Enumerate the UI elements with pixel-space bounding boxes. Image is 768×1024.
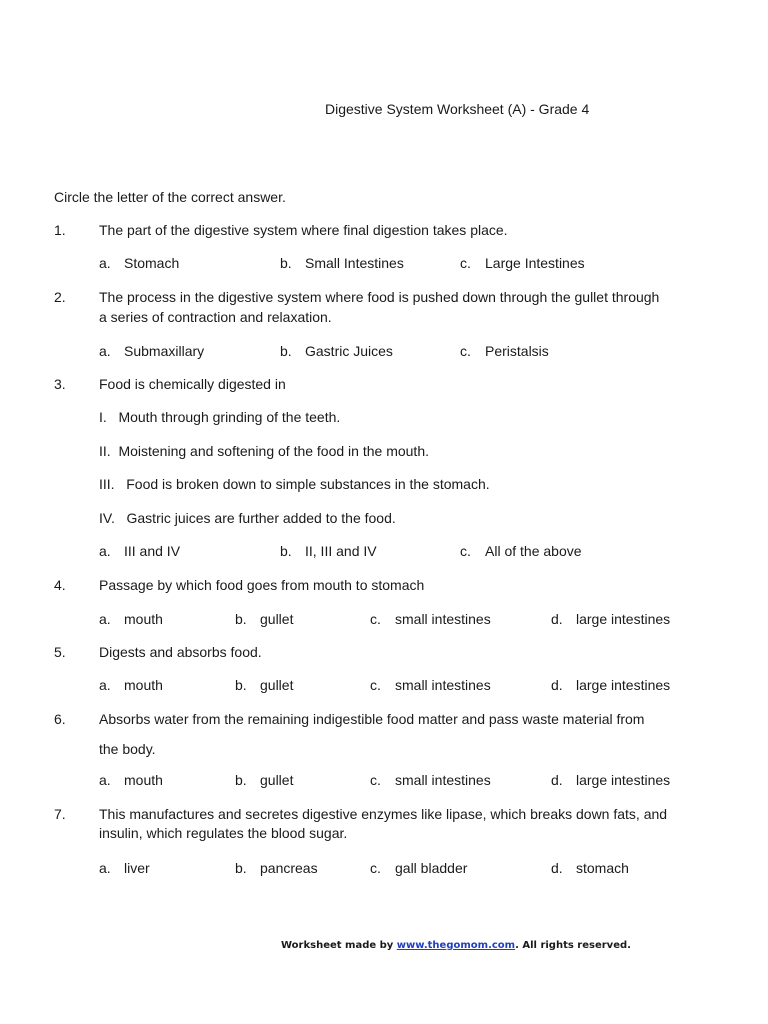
option-text: mouth xyxy=(124,611,163,627)
question-2-text-line-1: The process in the digestive system where food is pushed down through the gullet through xyxy=(99,289,660,305)
option-letter: d. xyxy=(551,860,563,876)
option-letter: b. xyxy=(280,543,292,559)
option-text: Submaxillary xyxy=(124,343,205,359)
option-text: large intestines xyxy=(576,611,671,627)
question-5-option-b[interactable] xyxy=(235,677,293,693)
footer-credit xyxy=(281,940,631,951)
option-text: pancreas xyxy=(260,860,318,876)
option-letter: a. xyxy=(99,772,111,788)
question-2-option-c[interactable] xyxy=(460,343,549,359)
option-text: gullet xyxy=(260,611,294,627)
option-text: Small Intestines xyxy=(305,255,404,271)
question-3-statement-3: III. Food is broken down to simple substances in the stomach. xyxy=(99,476,490,492)
question-7-text-line-2: insulin, which regulates the blood sugar. xyxy=(99,825,348,841)
question-4-number: 4. xyxy=(54,577,66,593)
option-letter: a. xyxy=(99,677,111,693)
question-6-number: 6. xyxy=(54,711,66,727)
option-letter: a. xyxy=(99,543,111,559)
option-letter: c. xyxy=(460,543,471,559)
question-5-number: 5. xyxy=(54,644,66,660)
option-text: II, III and IV xyxy=(305,543,377,559)
option-letter: a. xyxy=(99,255,111,271)
question-7-option-c[interactable] xyxy=(370,860,467,876)
option-text: Gastric Juices xyxy=(305,343,393,359)
option-text: large intestines xyxy=(576,772,671,788)
option-text: small intestines xyxy=(395,772,491,788)
question-3-statement-2: II. Moistening and softening of the food in the mouth. xyxy=(99,443,429,459)
footer-website-link[interactable]: www.thegomom.com xyxy=(396,940,516,951)
option-letter: c. xyxy=(370,611,381,627)
option-text: mouth xyxy=(124,677,163,693)
option-text: liver xyxy=(124,860,150,876)
question-4-option-a[interactable] xyxy=(99,611,163,627)
question-6-option-c[interactable] xyxy=(370,772,491,788)
option-letter: c. xyxy=(370,677,381,693)
question-2-text-line-2: a series of contraction and relaxation. xyxy=(99,309,332,325)
instructions: Circle the letter of the correct answer. xyxy=(54,189,286,205)
page-title: Digestive System Worksheet (A) - Grade 4 xyxy=(325,101,590,117)
option-letter: a. xyxy=(99,343,111,359)
footer-suffix: . All rights reserved. xyxy=(515,940,631,951)
question-2-option-a[interactable] xyxy=(99,343,204,359)
question-5-option-a[interactable] xyxy=(99,677,163,693)
option-letter: a. xyxy=(99,860,111,876)
question-5-text: Digests and absorbs food. xyxy=(99,644,262,660)
option-text: small intestines xyxy=(395,677,491,693)
option-text: All of the above xyxy=(485,543,582,559)
question-2-option-b[interactable] xyxy=(280,343,393,359)
question-1-text: The part of the digestive system where final digestion takes place. xyxy=(99,222,508,238)
question-4-option-b[interactable] xyxy=(235,611,293,627)
option-letter: d. xyxy=(551,677,563,693)
question-3-number: 3. xyxy=(54,376,66,392)
question-7-number: 7. xyxy=(54,806,66,822)
option-letter: b. xyxy=(235,611,247,627)
option-letter: c. xyxy=(460,255,471,271)
question-6-option-b[interactable] xyxy=(235,772,293,788)
question-4-option-c[interactable] xyxy=(370,611,491,627)
question-7-option-d[interactable] xyxy=(551,860,629,876)
question-4-option-d[interactable] xyxy=(551,611,670,627)
question-3-option-b[interactable] xyxy=(280,543,377,559)
footer-prefix: Worksheet made by xyxy=(281,940,397,951)
question-7-option-b[interactable] xyxy=(235,860,318,876)
question-3-option-a[interactable] xyxy=(99,543,180,559)
option-text: Stomach xyxy=(124,255,180,271)
question-2-number: 2. xyxy=(54,289,66,305)
option-text: gullet xyxy=(260,677,294,693)
question-5-option-c[interactable] xyxy=(370,677,491,693)
question-3-option-c[interactable] xyxy=(460,543,582,559)
question-7-option-a[interactable] xyxy=(99,860,150,876)
option-letter: b. xyxy=(235,677,247,693)
option-letter: c. xyxy=(370,772,381,788)
option-letter: b. xyxy=(235,772,247,788)
option-letter: d. xyxy=(551,772,563,788)
option-text: stomach xyxy=(576,860,629,876)
question-6-text-line-1: Absorbs water from the remaining indigestible food matter and pass waste material from xyxy=(99,711,645,727)
question-6-option-a[interactable] xyxy=(99,772,163,788)
question-1-number: 1. xyxy=(54,222,66,238)
option-text: small intestines xyxy=(395,611,491,627)
option-letter: c. xyxy=(370,860,381,876)
question-1-option-a[interactable] xyxy=(99,255,179,271)
question-3-statement-4: IV. Gastric juices are further added to the food. xyxy=(99,510,396,526)
option-letter: c. xyxy=(460,343,471,359)
option-letter: a. xyxy=(99,611,111,627)
question-6-option-d[interactable] xyxy=(551,772,670,788)
question-5-option-d[interactable] xyxy=(551,677,670,693)
option-text: gall bladder xyxy=(395,860,468,876)
option-letter: b. xyxy=(280,343,292,359)
question-1-option-c[interactable] xyxy=(460,255,585,271)
option-text: III and IV xyxy=(124,543,181,559)
question-1-option-b[interactable] xyxy=(280,255,404,271)
question-3-text: Food is chemically digested in xyxy=(99,376,286,392)
question-6-text-line-2: the body. xyxy=(99,741,156,757)
option-letter: b. xyxy=(280,255,292,271)
option-text: Peristalsis xyxy=(485,343,549,359)
option-text: mouth xyxy=(124,772,163,788)
option-text: gullet xyxy=(260,772,294,788)
option-letter: b. xyxy=(235,860,247,876)
option-text: Large Intestines xyxy=(485,255,585,271)
question-4-text: Passage by which food goes from mouth to stomach xyxy=(99,577,425,593)
question-3-statement-1: I. Mouth through grinding of the teeth. xyxy=(99,409,341,425)
option-text: large intestines xyxy=(576,677,671,693)
question-7-text-line-1: This manufactures and secretes digestive enzymes like lipase, which breaks down fats, and xyxy=(99,806,668,822)
option-letter: d. xyxy=(551,611,563,627)
